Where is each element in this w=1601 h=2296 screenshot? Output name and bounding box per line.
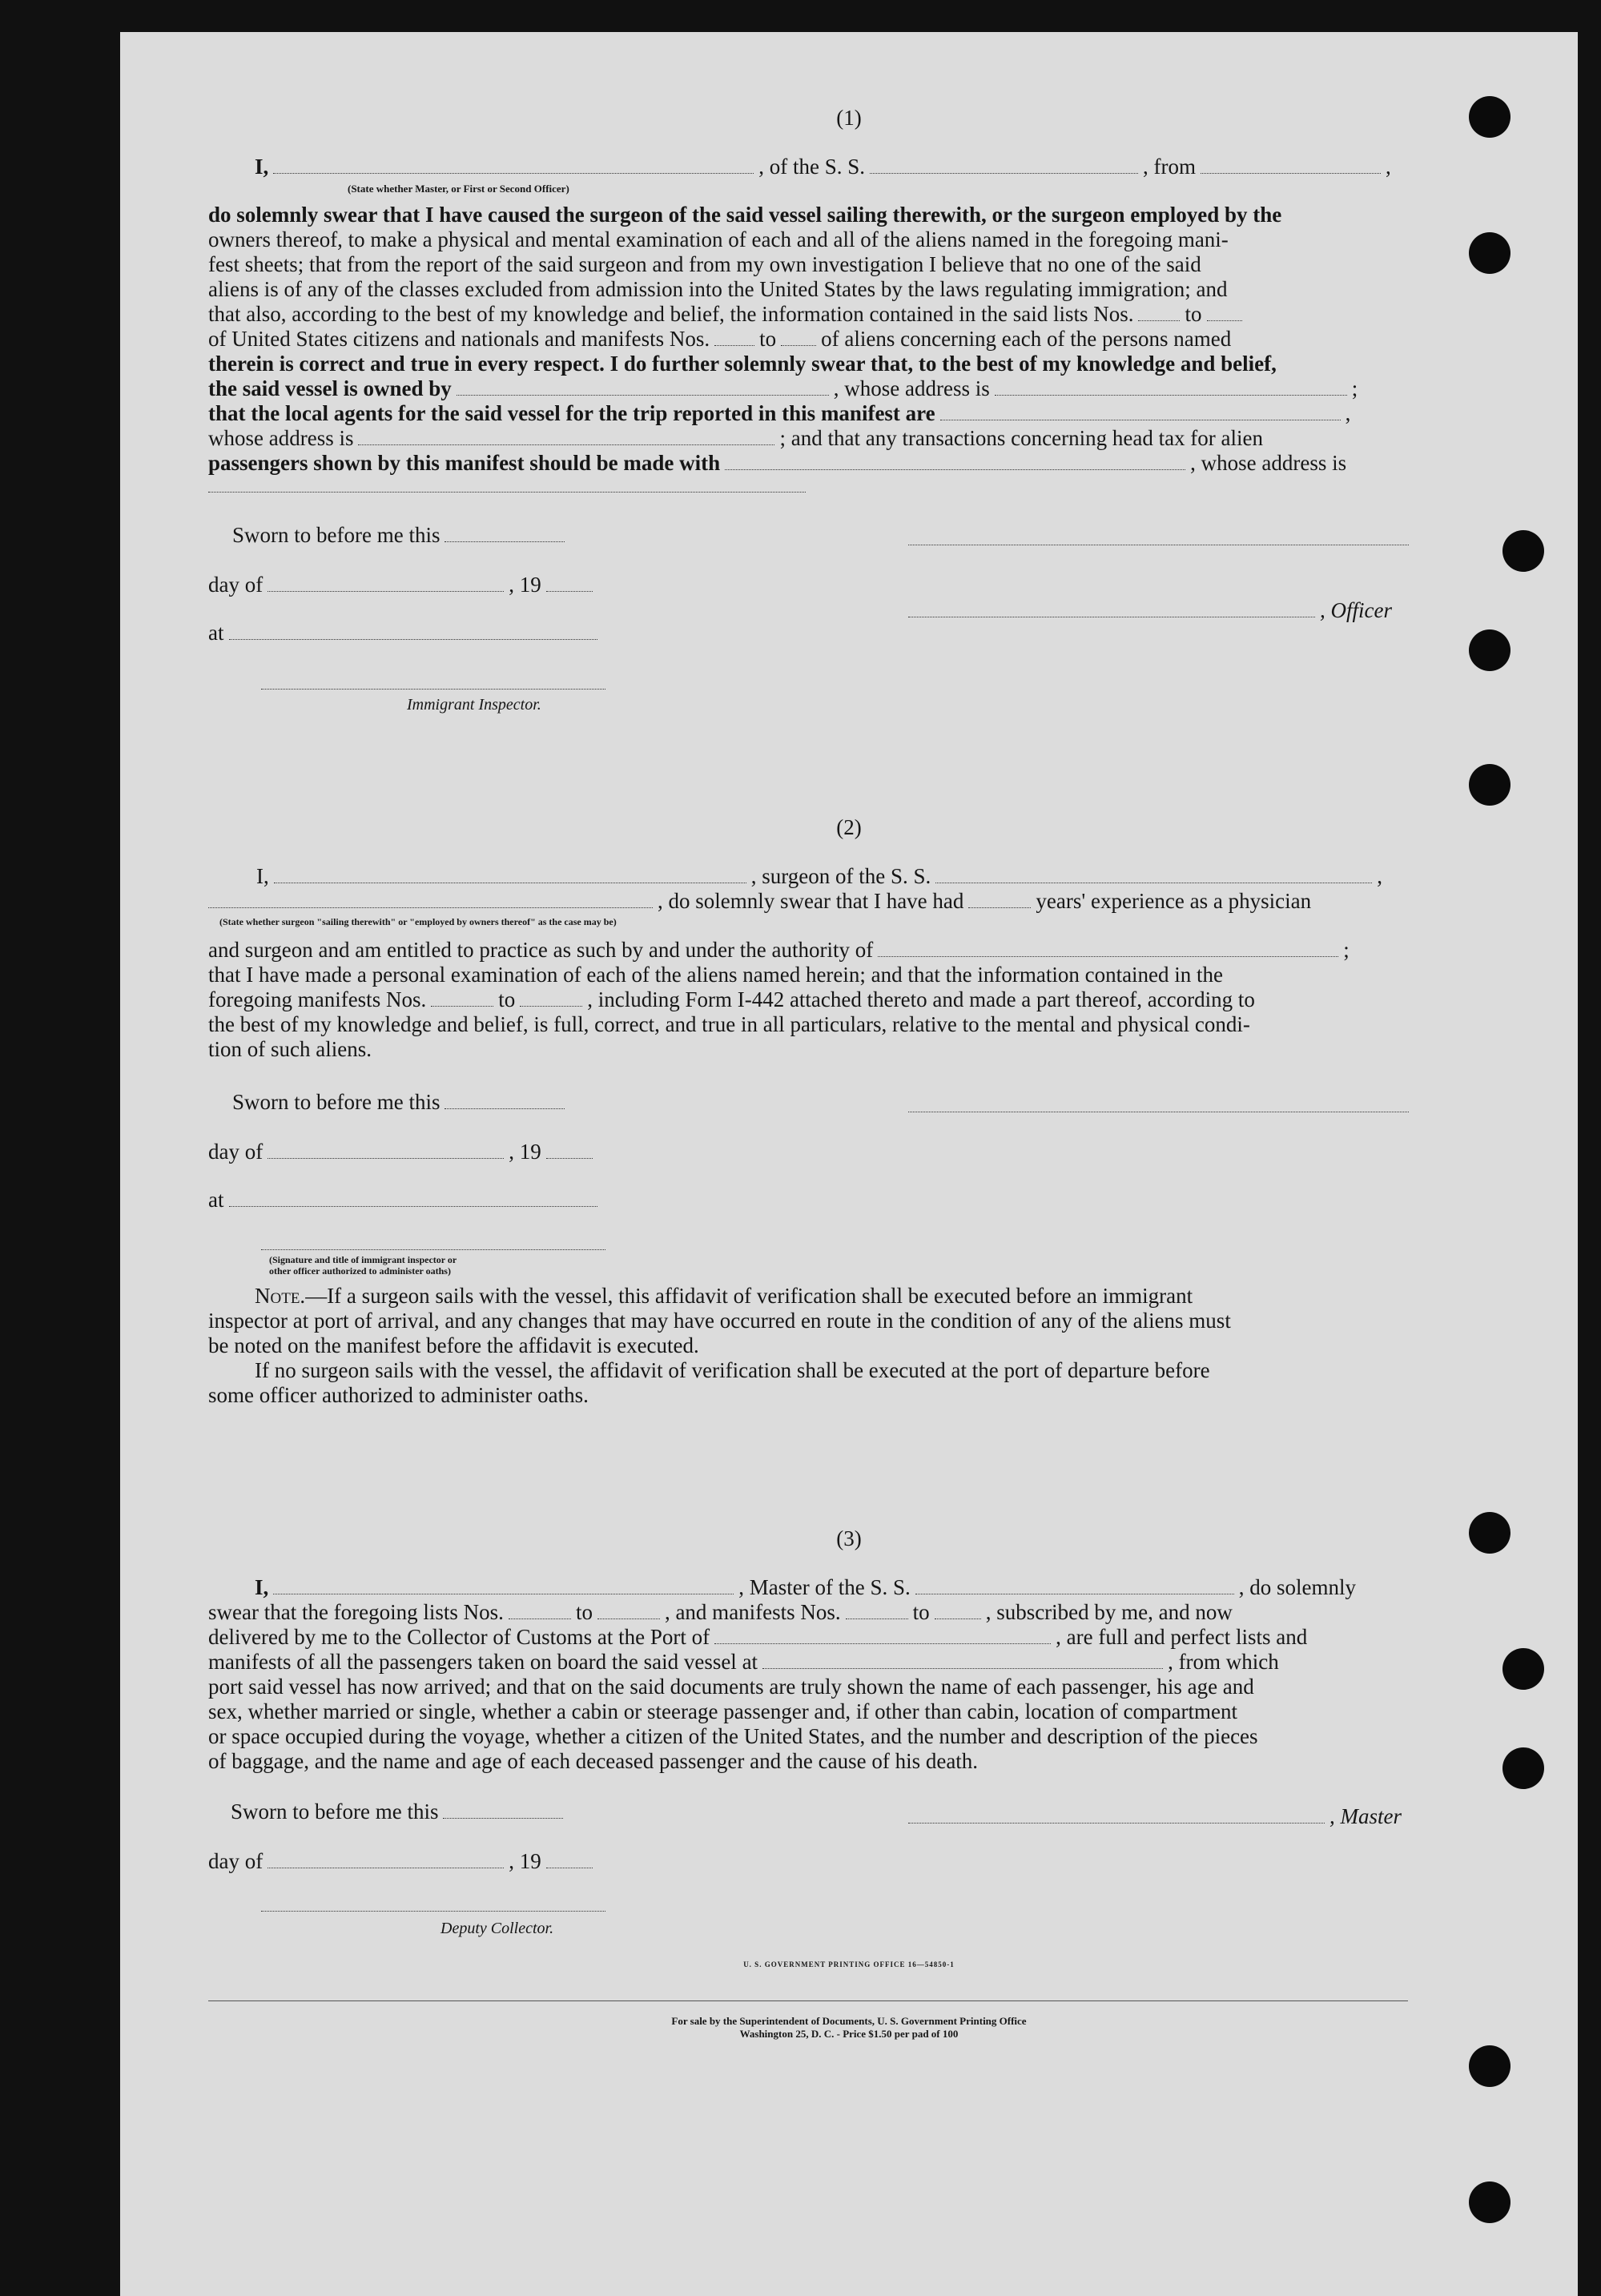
document-page [120, 32, 1578, 2296]
fill-list-from[interactable] [1138, 320, 1180, 321]
s2-line-4: that I have made a personal examination of each of the aliens named herein; and that the information contained in the [208, 963, 1224, 987]
punch-hole [1469, 629, 1510, 671]
s1-para-line-3: fest sheets; that from the report of the said surgeon and from my own investigation I believe that no one of the said [208, 252, 1201, 276]
s3-line-6: sex, whether married or single, whether a cabin or steerage passenger and, if other than cabin, location of compartment [208, 1699, 1238, 1723]
s2-line-7: tion of such aliens. [208, 1037, 372, 1061]
s3-line-1: I, , Master of the S. S. , do solemnly [255, 1575, 1356, 1599]
s2-note-line-5: some officer authorized to administer oaths. [208, 1383, 589, 1407]
fill-s2-year[interactable] [546, 1157, 593, 1159]
section-3-number: (3) [836, 1526, 862, 1550]
punch-hole [1502, 1648, 1544, 1690]
s3-master-line: , Master [908, 1803, 1402, 1829]
fill-years-experience[interactable] [968, 907, 1031, 908]
s2-surgeon-note: (State whether surgeon "sailing therewith" or "employed by owners thereof" as the case may be) [219, 916, 617, 927]
fill-s2-sworn-day[interactable] [444, 1108, 565, 1109]
sale-line-1: For sale by the Superintendent of Documents, U. S. Government Printing Office [671, 2015, 1027, 2027]
s3-collector-signature-line[interactable] [261, 1911, 605, 1912]
section-2-number: (2) [836, 815, 862, 839]
s2-line-2: , do solemnly swear that I have had years' experience as a physician [208, 888, 1311, 914]
fill-boarding-port[interactable] [762, 1667, 1163, 1669]
fill-manifest-from[interactable] [714, 344, 754, 346]
fill-surgeon-type[interactable] [208, 907, 653, 908]
s3-line-8: of baggage, and the name and age of each deceased passenger and the cause of his death. [208, 1749, 979, 1773]
s1-para-line-9: that the local agents for the said vessel for the trip reported in this manifest are , [208, 401, 1351, 425]
s2-note-line-3: be noted on the manifest before the affidavit is executed. [208, 1333, 699, 1357]
s1-para-line-1: do solemnly swear that I have caused the surgeon of the said vessel sailing therewith, or the surgeon employed by the [208, 203, 1282, 227]
fill-surgeon-ship[interactable] [935, 882, 1372, 883]
s2-day: day of , 19 [208, 1139, 597, 1164]
fill-s3-year[interactable] [546, 1867, 593, 1868]
fill-from-port[interactable] [1201, 172, 1381, 174]
s3-line-4: manifests of all the passengers taken on board the said vessel at , from which [208, 1650, 1279, 1674]
s2-sig-note-2: other officer authorized to administer oaths) [269, 1265, 451, 1277]
punch-hole [1502, 530, 1544, 572]
fill-s2-day-of[interactable] [268, 1157, 504, 1159]
footer-rule [208, 2000, 1408, 2001]
s3-line-5: port said vessel has now arrived; and that on the said documents are truly shown the name of each passenger, his age and [208, 1675, 1254, 1699]
fill-ship-name[interactable] [870, 172, 1138, 174]
s2-line-6: the best of my knowledge and belief, is full, correct, and true in all particulars, relative to the mental and physical condi- [208, 1012, 1250, 1036]
punch-hole [1502, 1747, 1544, 1789]
s2-at: at [208, 1187, 602, 1212]
fill-officer-signature[interactable] [908, 616, 1315, 617]
s1-inspector-signature-line[interactable] [261, 689, 605, 690]
fill-agents-address[interactable] [358, 444, 774, 445]
fill-head-tax-contact[interactable] [725, 468, 1185, 470]
s1-para-line-6: of United States citizens and nationals and manifests Nos. to of aliens concerning each of the persons named [208, 327, 1232, 351]
fill-sworn-day[interactable] [444, 541, 565, 542]
fill-master-name[interactable] [273, 1593, 734, 1594]
s3-sworn: Sworn to before me this [231, 1799, 568, 1824]
s2-inspector-signature-line[interactable] [261, 1249, 605, 1250]
s3-line-7: or space occupied during the voyage, whether a citizen of the United States, and the number and description of the pieces [208, 1724, 1258, 1748]
s2-sworn: Sworn to before me this [232, 1089, 569, 1115]
fill-owner[interactable] [457, 394, 829, 396]
fill-manifest-to[interactable] [781, 344, 816, 346]
fill-at-place[interactable] [229, 638, 597, 640]
s1-para-line-11: passengers shown by this manifest should be made with , whose address is [208, 451, 1347, 475]
s2-note-line-4: If no surgeon sails with the vessel, the affidavit of verification shall be executed at the port of departure before [255, 1358, 1210, 1382]
s1-para-line-8: the said vessel is owned by , whose address is ; [208, 376, 1358, 400]
punch-hole [1469, 2045, 1510, 2087]
fill-s3-sworn-day[interactable] [443, 1817, 563, 1819]
fill-head-tax-address[interactable] [208, 492, 806, 493]
fill-s3-list-from[interactable] [509, 1618, 571, 1619]
s1-inspector-label: Immigrant Inspector. [407, 696, 541, 714]
s2-line-1: I, , surgeon of the S. S. , [256, 864, 1383, 888]
fill-owner-address[interactable] [995, 394, 1347, 396]
fill-surgeon-name[interactable] [274, 882, 746, 883]
s1-para-line-7: therein is correct and true in every respect. I do further solemnly swear that, to the best of my knowledge and belief, [208, 352, 1277, 376]
fill-s2-manifest-to[interactable] [520, 1005, 582, 1007]
s1-officer-note: (State whether Master, or First or Second Officer) [348, 183, 569, 195]
punch-hole [1469, 232, 1510, 274]
punch-hole [1469, 2181, 1510, 2223]
s3-collector-label: Deputy Collector. [440, 1920, 554, 1937]
fill-s3-list-to[interactable] [597, 1618, 660, 1619]
fill-local-agents[interactable] [940, 419, 1341, 420]
fill-s3-manifest-to[interactable] [935, 1618, 981, 1619]
s2-note-line-2: inspector at port of arrival, and any changes that may have occurred en route in the condition of any of the aliens must [208, 1309, 1231, 1333]
fill-port[interactable] [714, 1643, 1051, 1644]
section-1-number: (1) [836, 106, 862, 130]
fill-s3-day-of[interactable] [268, 1867, 504, 1868]
s2-line-3: and surgeon and am entitled to practice as such by and under the authority of ; [208, 938, 1350, 962]
fill-master-signature[interactable] [908, 1822, 1325, 1824]
fill-year[interactable] [546, 590, 593, 592]
s1-officer-line: , Officer [908, 597, 1392, 623]
s1-para-line-10: whose address is ; and that any transactions concerning head tax for alien [208, 426, 1264, 450]
s1-day: day of , 19 [208, 572, 597, 597]
punch-hole [1469, 764, 1510, 806]
s2-note-line-1: Note.—If a surgeon sails with the vessel, this affidavit of verification shall be executed before an immigrant [255, 1284, 1193, 1308]
s3-day: day of , 19 [208, 1848, 597, 1874]
s1-para-line-4: aliens is of any of the classes excluded from admission into the United States by the laws regulating immigration; and [208, 277, 1228, 301]
fill-authority[interactable] [878, 955, 1338, 957]
fill-list-to[interactable] [1207, 320, 1242, 321]
s1-line-1: I, , of the S. S. , from , [255, 155, 1391, 179]
sale-line-2: Washington 25, D. C. - Price $1.50 per pad of 100 [739, 2028, 959, 2040]
gpo-imprint: U. S. GOVERNMENT PRINTING OFFICE 16—54850-1 [743, 1960, 955, 1968]
s2-sig-note-1: (Signature and title of immigrant inspector or [269, 1254, 457, 1265]
fill-officer-name[interactable] [273, 172, 754, 174]
s2-line-5: foregoing manifests Nos. to , including Form I-442 attached thereto and made a part thereof, according to [208, 987, 1255, 1011]
fill-s3-manifest-from[interactable] [846, 1618, 908, 1619]
fill-s2-at-place[interactable] [229, 1205, 597, 1207]
s1-para-line-2: owners thereof, to make a physical and mental examination of each and all of the aliens named in the foregoing mani- [208, 227, 1229, 251]
fill-day-of[interactable] [268, 590, 504, 592]
s3-line-2: swear that the foregoing lists Nos. to , and manifests Nos. to , subscribed by me, and now [208, 1600, 1233, 1624]
fill-s2-manifest-from[interactable] [431, 1005, 493, 1007]
s1-at: at [208, 620, 602, 645]
s1-sworn: Sworn to before me this [232, 522, 569, 548]
s1-para-line-5: that also, according to the best of my knowledge and belief, the information contained in the said lists Nos. to [208, 301, 1247, 327]
fill-master-ship[interactable] [915, 1593, 1234, 1594]
s3-line-3: delivered by me to the Collector of Customs at the Port of , are full and perfect lists and [208, 1625, 1308, 1649]
